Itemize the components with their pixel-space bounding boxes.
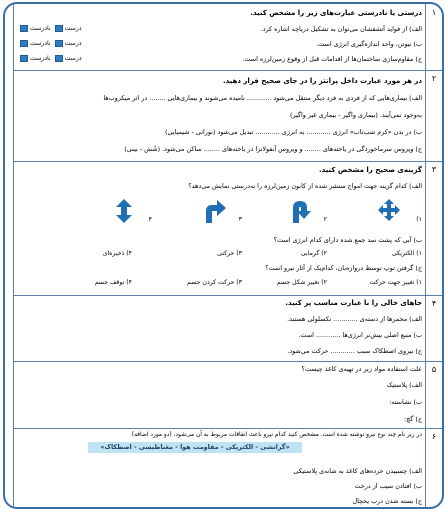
statement: ج) نیروی اصطکاک سبب ............ حرکت می‌شود. (287, 347, 422, 355)
true-false-choice: درست نادرست (18, 39, 82, 49)
turn-right-arrow-icon (203, 199, 227, 223)
statement: ج) ویروس سرماخوردگی در یاخته‌های ........ و ویروس آنفولانزا در یاخته‌های ........ ساکن می‌شود. (شُش - بینی) (124, 145, 422, 153)
statement: ب) نیوتن، واحد اندازه‌گیری انرژی است. (316, 40, 422, 48)
arrow-option-number: ۲ (323, 216, 327, 223)
statement: ب) در بدن «کرم شب‌تاب» انرژی ............ به انرژی ............ تبدیل می‌شود (نورانی - شیمیایی) (165, 128, 422, 136)
statement: الف) مخمرها از دسته‌ی ............ تکسلولی هستند. (287, 315, 422, 323)
statement: الف) چسبیدن خرده‌های کاغذ به شانه‌ی پلاستیکی (293, 467, 422, 475)
item-label: الف) پلاستیک (386, 381, 422, 389)
true-false-choice: درست نادرست (18, 54, 82, 64)
question-title: در هر مورد عبارت داخل پرانتز را در جای صحیح قرار دهید. (222, 77, 422, 85)
four-way-arrow-icon (378, 199, 400, 221)
question-number: ۱ (431, 8, 437, 17)
false-checkbox[interactable] (20, 40, 28, 47)
exam-frame (3, 2, 444, 509)
question-title: درستی یا نادرستی عبارت‌های زیر را مشخص کنید. (250, 9, 422, 17)
arrow-option-number: ۴ (148, 216, 152, 223)
true-checkbox[interactable] (55, 55, 63, 62)
false-checkbox[interactable] (20, 55, 28, 62)
statement: ب) منبع اصلی بیش‌تر انرژی‌ها ............ است. (298, 331, 422, 339)
question-title: گزینه‌ی صحیح را مشخص کنید. (318, 166, 422, 174)
answer-option[interactable]: ۱) تغییر جهت حرکت (369, 279, 422, 286)
true-checkbox[interactable] (55, 40, 63, 47)
question-4 (14, 295, 442, 362)
question-part: ج) گرفتن توپ توسط دروازه‌بان، کدام‌یک از آثار نیرو است؟ (265, 264, 422, 272)
answer-option[interactable]: ۲) تغییر شکل جسم (276, 279, 327, 286)
statement: ب) افتادن سیب از درخت (354, 482, 422, 490)
question-title: در زیر نام چند نوع نیرو نوشته شده است. مشخص کنید کدام نیرو باعث اتفاقات مربوط به آن می‌شود. (دو مورد اضافه) (131, 432, 422, 438)
question-number: ۴ (431, 299, 437, 308)
arrow-option-number: ۳ (238, 216, 242, 223)
question-title: علت استفاده مواد زیر در تهیه‌ی کاغذ چیست؟ (301, 365, 422, 373)
true-false-choice: درست نادرست (18, 24, 82, 34)
question-part: الف) کدام گزینه جهت امواج منتشر شده از کانون زمین‌لرزه را به‌درستی نمایش می‌دهد؟ (188, 182, 422, 190)
question-number: ۵ (431, 365, 437, 374)
question-1 (14, 4, 442, 71)
margin-strip (5, 4, 14, 507)
answer-option[interactable]: ۲) گرمایی (300, 250, 327, 257)
question-title: جاهای خالی را با عبارت مناسب پر کنید. (285, 299, 422, 307)
answer-option[interactable]: ۴) توقف جسم (94, 279, 132, 286)
statement: الف) از فواید آتشفشان می‌توان به تشکیل دریاچه اشاره کرد. (260, 25, 422, 33)
statement: ج) مقاوم‌سازی ساختمان‌ها از اقدامات قبل از وقوع زمین‌لرزه است. (242, 55, 422, 63)
word-bank: «گرانشی - الکتریکی - مقاومت هوا - مغناطیسی - اصطکاک» (88, 442, 302, 453)
question-6 (14, 428, 442, 507)
up-down-arrow-icon (116, 199, 132, 223)
answer-option[interactable]: ۳) حرکت کردن جسم (186, 279, 242, 286)
answer-option[interactable]: ۴) ذخیره‌ای (102, 250, 132, 257)
question-number: ۲ (431, 74, 437, 83)
true-checkbox[interactable] (55, 25, 63, 32)
statement: ج) بسته شدن درب یخچال (352, 497, 422, 505)
question-number: ۳ (431, 165, 437, 174)
statement: به‌وجود نمی‌آیند. (بیماری واگیر - بیماری غیر واگیر) (290, 111, 422, 119)
u-turn-arrow-icon (290, 199, 312, 223)
question-2 (14, 70, 442, 162)
item-label: ب) نشاسته: (389, 398, 422, 406)
item-label: ج) گچ: (404, 415, 422, 423)
answer-option[interactable]: ۱) الکتریکی (391, 250, 422, 257)
question-3 (14, 161, 442, 296)
statement: الف) بیماری‌هایی که از فردی به فرد دیگر منتقل می‌شود ............ نامیده می‌شوند و بیماری‌هایی ........ در اثر میکروب‌ها (103, 94, 422, 102)
arrow-option-number: ۱) (416, 216, 422, 223)
question-number: ۶ (431, 432, 437, 441)
question-5 (14, 361, 442, 429)
question-part: ب) آبی که پشت سد جمع شده دارای کدام انرژی است؟ (273, 236, 422, 244)
answer-option[interactable]: ۳) حرکتی (217, 250, 242, 257)
false-checkbox[interactable] (20, 25, 28, 32)
